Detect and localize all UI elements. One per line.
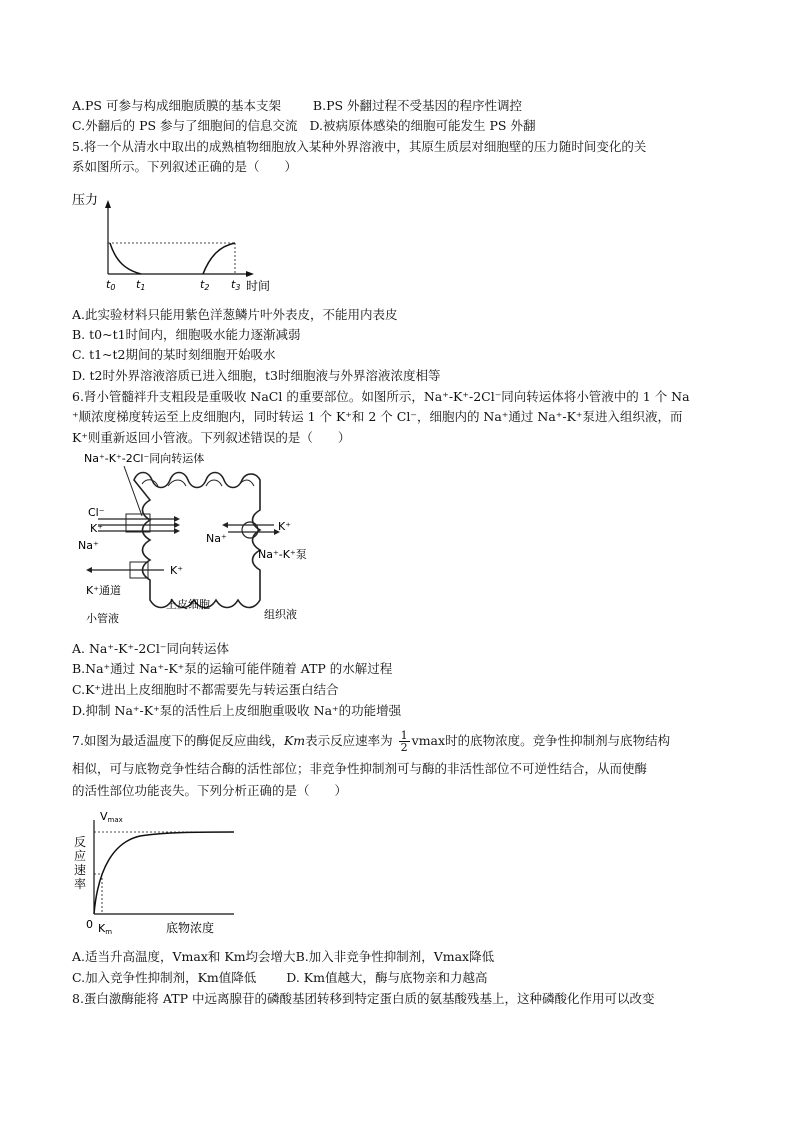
na-k-pump-label: Na⁺-K⁺泵 bbox=[258, 548, 307, 561]
q4-option-line-1 bbox=[72, 97, 522, 115]
q7-option-line-2 bbox=[72, 969, 487, 987]
cl-arrowhead bbox=[174, 516, 180, 522]
q7-ylabel-char-4: 率 bbox=[74, 877, 87, 891]
lumen-label: 小管液 bbox=[86, 612, 119, 625]
q4-option-b: B.PS 外翻过程不受基因的程序性调控 bbox=[312, 98, 523, 113]
q5-t2-label: t2 bbox=[200, 278, 210, 292]
q6-stem-line-1: 6.肾小管髓袢升支粗段是重吸收 NaCl 的重要部位。如图所示，Na⁺-K⁺-2Cl⁻同向转运体将小管液中的 1 个 Na bbox=[72, 389, 690, 404]
q8-stem-line-1: 8.蛋白激酶能将 ATP 中远离腺苷的磷酸基团转移到特定蛋白质的氨基酸残基上，这种磷酸化作用可以改变 bbox=[72, 991, 655, 1006]
k-arrowhead bbox=[174, 522, 180, 528]
k-mid-label: K⁺ bbox=[170, 564, 184, 577]
q5-t1-label: t1 bbox=[136, 278, 146, 292]
q7-vmax-label: Vmax bbox=[100, 810, 123, 824]
na-arrowhead bbox=[174, 528, 180, 534]
q5-t3-label: t3 bbox=[231, 278, 241, 292]
q7-stem-line-3: 的活性部位功能丧失。下列分析正确的是（ ） bbox=[72, 783, 348, 798]
q7-option-a: A.适当升高温度，Vmax和 Km均会增大 bbox=[72, 949, 296, 964]
q7-ylabel-char-3: 速 bbox=[74, 863, 87, 877]
q6-option-b: B.Na⁺通过 Na⁺-K⁺泵的运输可能伴随着 ATP 的水解过程 bbox=[72, 661, 393, 676]
q7-origin-label: 0 bbox=[86, 918, 93, 931]
q5-option-d: D. t2时外界溶液溶质已进入细胞，t3时细胞液与外界溶液浓度相等 bbox=[72, 368, 441, 383]
q7-enzyme-curve-figure bbox=[70, 808, 250, 940]
q7-x-axis-label: 底物浓度 bbox=[166, 921, 215, 935]
k-left-label: K⁺ bbox=[90, 522, 104, 535]
q6-kidney-transport-figure bbox=[78, 450, 338, 630]
q6-option-a: A. Na⁺-K⁺-2Cl⁻同向转运体 bbox=[72, 641, 229, 656]
q7-stem-part-a: 7.如图为最适温度下的酶促反应曲线， bbox=[72, 733, 284, 748]
na-right-label: Na⁺ bbox=[206, 532, 227, 545]
cl-label: Cl⁻ bbox=[88, 506, 105, 519]
q7-ylabel-char-1: 反 bbox=[74, 835, 87, 849]
q5-y-axis-label: 压力 bbox=[72, 193, 99, 208]
q7-fraction-numerator: 1 bbox=[400, 729, 408, 742]
q7-stem-part-c: 时的底物浓度。竞争性抑制剂与底物结构 bbox=[445, 733, 671, 748]
q5-option-c: C. t1~t2期间的某时刻细胞开始吸水 bbox=[72, 347, 276, 362]
q7-ylabel-char-2: 应 bbox=[74, 849, 87, 863]
q6-option-c: C.K⁺进出上皮细胞时不都需要先与转运蛋白结合 bbox=[72, 682, 339, 697]
cotransporter-label: Na⁺-K⁺-2Cl⁻同向转运体 bbox=[84, 452, 205, 465]
q4-option-d: D.被病原体感染的细胞可能发生 PS 外翻 bbox=[309, 118, 536, 133]
na-left-label: Na⁺ bbox=[78, 539, 99, 552]
q7-km-inline: Km bbox=[283, 733, 306, 748]
q6-option-d: D.抑制 Na⁺-K⁺泵的活性后上皮细胞重吸收 Na⁺的功能增强 bbox=[72, 703, 402, 718]
k-channel-arrowhead bbox=[86, 567, 92, 573]
q7-option-d: D. Km值越大，酶与底物亲和力越高 bbox=[286, 970, 488, 985]
q7-stem-line-1 bbox=[72, 728, 670, 754]
q4-option-a: A.PS 可参与构成细胞质膜的基本支架 bbox=[72, 98, 281, 113]
q7-stem-line-2: 相似，可与底物竞争性结合酶的活性部位；非竞争性抑制剂可与酶的非活性部位不可逆性结合，从而使酶 bbox=[72, 761, 648, 776]
q4-option-line-2 bbox=[72, 117, 535, 135]
epithelium-label: 上皮细胞 bbox=[166, 598, 210, 611]
q7-km-label: Km bbox=[98, 922, 113, 936]
q5-stem-line-2: 系如图所示。下列叙述正确的是（ ） bbox=[72, 159, 298, 174]
q4-option-c: C.外翻后的 PS 参与了细胞间的信息交流 bbox=[72, 118, 298, 133]
q7-stem-part-b: 表示反应速率为 bbox=[305, 733, 393, 748]
q7-reaction-curve bbox=[94, 832, 234, 914]
q7-option-c: C.加入竞争性抑制剂，Km值降低 bbox=[72, 970, 257, 985]
tissue-fluid-label: 组织液 bbox=[264, 608, 297, 621]
epithelial-cell-outline bbox=[134, 473, 260, 608]
q5-x-arrow bbox=[246, 271, 254, 277]
k-right-label: K⁺ bbox=[278, 520, 292, 533]
q5-curve-decrease bbox=[110, 243, 141, 274]
q7-option-b: B.加入非竞争性抑制剂，Vmax降低 bbox=[295, 949, 495, 964]
q6-stem-line-2: ⁺顺浓度梯度转运至上皮细胞内，同时转运 1 个 K⁺和 2 个 Cl⁻，细胞内的 Na⁺通过 Na⁺-K⁺泵进入组织液，而 bbox=[72, 409, 683, 424]
q5-x-axis-label: 时间 bbox=[246, 279, 271, 293]
q5-option-a: A.此实验材料只能用紫色洋葱鳞片叶外表皮，不能用内表皮 bbox=[72, 307, 398, 322]
q6-stem-line-3: K⁺则重新返回小管液。下列叙述错误的是（ ） bbox=[72, 430, 351, 445]
q5-option-b: B. t0~t1时间内，细胞吸水能力逐渐减弱 bbox=[72, 327, 301, 342]
k-pump-arrowhead bbox=[222, 522, 228, 528]
q5-t0-label: t0 bbox=[106, 278, 116, 292]
q5-stem-line-1: 5.将一个从清水中取出的成熟植物细胞放入某种外界溶液中，其原生质层对细胞壁的压力随时间变化的关 bbox=[72, 139, 647, 154]
k-channel-label: K⁺通道 bbox=[86, 584, 122, 597]
q5-pressure-figure bbox=[70, 186, 290, 296]
q7-vmax-inline: vmax bbox=[411, 733, 446, 748]
cell-membrane-detail bbox=[142, 480, 254, 486]
q5-curve-increase bbox=[203, 243, 235, 274]
q7-fraction-denominator: 2 bbox=[400, 741, 408, 754]
q7-option-line-1 bbox=[72, 948, 494, 966]
q7-half-fraction bbox=[399, 730, 410, 753]
q5-y-arrow bbox=[105, 200, 111, 208]
